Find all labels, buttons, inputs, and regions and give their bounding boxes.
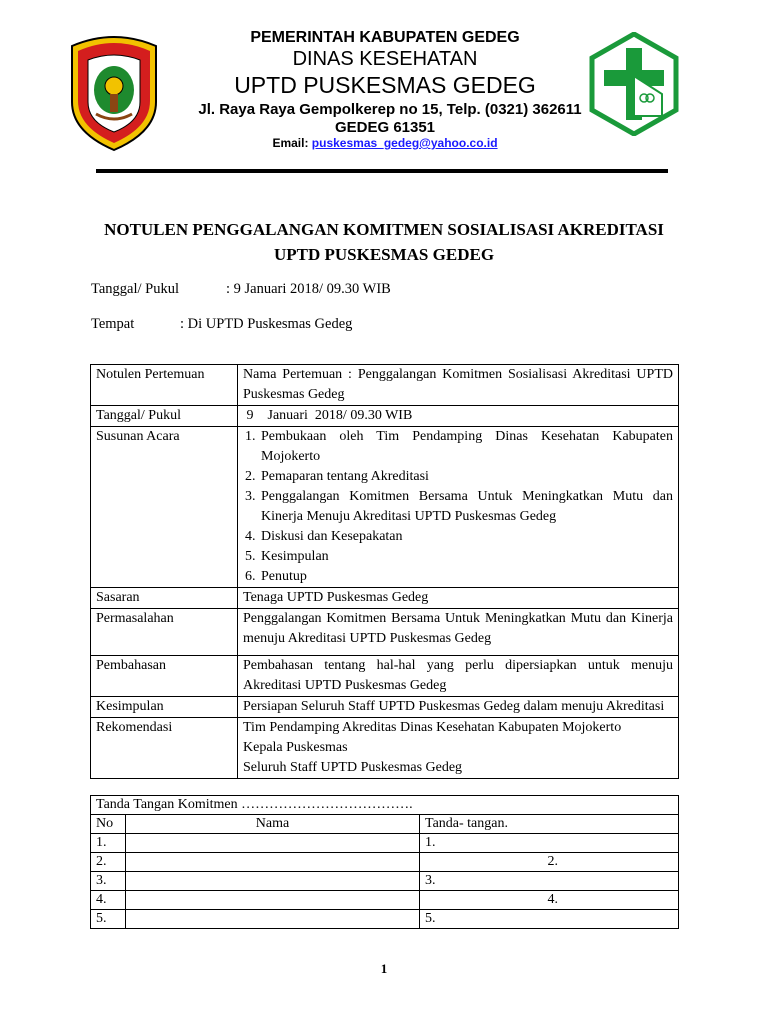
minutes-table (90, 364, 679, 779)
signature-heading-row (91, 796, 679, 815)
table-row (91, 697, 679, 718)
row-value: Pembahasan tentang hal-hal yang perlu dipersiapkan untuk menuju Akreditasi UPTD Puskesmas Gedeg (238, 656, 679, 697)
puskesmas-logo (588, 32, 680, 136)
agenda-item: 6. Penutup (259, 567, 673, 587)
row-label: Notulen Pertemuan (91, 365, 238, 406)
signature-cell[interactable]: 3. (420, 872, 679, 891)
letterhead (0, 0, 768, 180)
table-row (91, 891, 679, 910)
row-label: Tanggal/ Pukul (91, 406, 238, 427)
table-row (91, 406, 679, 427)
name-cell[interactable] (126, 891, 420, 910)
agenda-item: 5. Kesimpulan (259, 547, 673, 567)
gov-title: PEMERINTAH KABUPATEN GEDEG (250, 29, 520, 46)
table-row (91, 365, 679, 406)
table-row (91, 853, 679, 872)
agenda-item: 3. Penggalangan Komitmen Bersama Untuk Meningkatkan Mutu dan Kinerja Menuju Akreditasi UPTD Puskesmas Gedeg (259, 487, 673, 527)
row-label: Kesimpulan (91, 697, 238, 718)
email-label: Email: (272, 136, 312, 150)
col-header-no: No (91, 815, 126, 834)
place-label: Tempat (91, 316, 135, 332)
row-label: Permasalahan (91, 609, 238, 656)
table-row (91, 588, 679, 609)
agenda-item: 2. Pemaparan tentang Akreditasi (259, 467, 673, 487)
row-no: 1. (91, 834, 126, 853)
table-row (91, 656, 679, 697)
row-value: 9 Januari 2018/ 09.30 WIB (238, 406, 679, 427)
address-line: Jl. Raya Raya Gempolkerep no 15, Telp. (0321) 362611 (198, 101, 582, 118)
row-value: Persiapan Seluruh Staff UPTD Puskesmas Gedeg dalam menuju Akreditasi (238, 697, 679, 718)
signature-header-row (91, 815, 679, 834)
recommendation-line: Seluruh Staff UPTD Puskesmas Gedeg (243, 760, 463, 775)
name-cell[interactable] (126, 834, 420, 853)
row-value (238, 718, 679, 779)
signature-cell[interactable]: 2. (420, 853, 679, 872)
col-header-nama: Nama (126, 815, 420, 834)
page-number: 1 (380, 961, 388, 976)
table-row (91, 427, 679, 588)
signature-cell[interactable]: 4. (420, 891, 679, 910)
signature-cell[interactable]: 1. (420, 834, 679, 853)
signature-table (90, 795, 679, 929)
document-title: NOTULEN PENGGALANGAN KOMITMEN SOSIALISASI AKREDITASI (104, 220, 664, 239)
signature-cell[interactable]: 5. (420, 910, 679, 929)
col-header-ttd: Tanda- tangan. (420, 815, 679, 834)
row-label: Susunan Acara (91, 427, 238, 588)
row-no: 2. (91, 853, 126, 872)
row-value (238, 427, 679, 588)
name-cell[interactable] (126, 872, 420, 891)
row-value: Nama Pertemuan : Penggalangan Komitmen Sosialisasi Akreditasi UPTD Puskesmas Gedeg (238, 365, 679, 406)
table-row (91, 910, 679, 929)
email-link[interactable]: puskesmas_gedeg@yahoo.co.id (311, 136, 498, 150)
row-label: Pembahasan (91, 656, 238, 697)
row-no: 5. (91, 910, 126, 929)
row-value: Penggalangan Komitmen Bersama Untuk Meningkatkan Mutu dan Kinerja menuju Akreditasi UPTD Puskesmas Gedeg (238, 609, 679, 656)
postcode-line: GEDEG 61351 (334, 119, 436, 136)
agency-title: DINAS KESEHATAN (292, 48, 478, 70)
header-divider (96, 169, 668, 173)
recommendation-line: Tim Pendamping Akreditas Dinas Kesehatan Kabupaten Mojokerto (243, 720, 622, 735)
row-no: 3. (91, 872, 126, 891)
table-row (91, 872, 679, 891)
agenda-item: 1. Pembukaan oleh Tim Pendamping Dinas Kesehatan Kabupaten Mojokerto (259, 427, 673, 467)
row-no: 4. (91, 891, 126, 910)
regency-emblem-logo (66, 32, 162, 152)
date-value: : 9 Januari 2018/ 09.30 WIB (226, 281, 391, 297)
agenda-item: 4. Diskusi dan Kesepakatan (259, 527, 673, 547)
table-row (91, 718, 679, 779)
email-line (170, 136, 600, 150)
signature-heading: Tanda Tangan Komitmen ………………………………. (91, 796, 679, 815)
name-cell[interactable] (126, 910, 420, 929)
name-cell[interactable] (126, 853, 420, 872)
place-value: : Di UPTD Puskesmas Gedeg (180, 316, 353, 332)
row-label: Sasaran (91, 588, 238, 609)
document-subtitle: UPTD PUSKESMAS GEDEG (273, 245, 495, 264)
table-row (91, 609, 679, 656)
clinic-title: UPTD PUSKESMAS GEDEG (234, 72, 536, 98)
row-label: Rekomendasi (91, 718, 238, 779)
table-row (91, 834, 679, 853)
agenda-list (243, 427, 673, 587)
recommendation-line: Kepala Puskesmas (243, 740, 348, 755)
row-value: Tenaga UPTD Puskesmas Gedeg (238, 588, 679, 609)
date-label: Tanggal/ Pukul (91, 281, 179, 297)
